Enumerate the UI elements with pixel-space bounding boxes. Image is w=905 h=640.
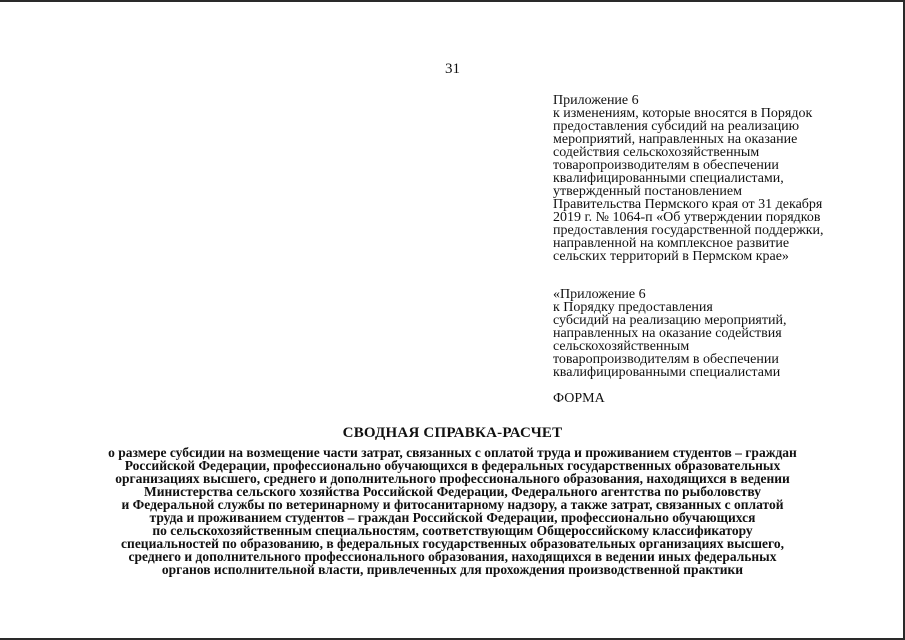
subtitle-line: о размере субсидии на возмещение части затрат, связанных с оплатой труда и проживанием студентов – граждан [108,445,797,460]
appendix-line: предоставления субсидий на реализацию [553,119,800,134]
appendix-line: утвержденный постановлением [553,184,742,199]
appendix-line: мероприятий, направленных на оказание [553,132,798,147]
appendix-line: Правительства Пермского края от 31 декабря [553,197,823,212]
appendix-line: сельских территорий в Пермском крае» [553,249,789,264]
appendix-line: Приложение 6 [553,93,639,108]
order-appendix-block [553,288,786,379]
subtitle-line: труда и проживанием студентов – граждан Российской Федерации, профессионально обучающихся [149,510,756,525]
subtitle-line: Российской Федерации, профессионально обучающихся в федеральных государственных образовательных [124,458,781,473]
subtitle-line: организациях высшего, среднего и дополнительного профессионального образования, находящихся в ведении [115,471,790,486]
subtitle-line: Министерства сельского хозяйства Российской Федерации, Федерального агентства по рыболовству [144,484,761,499]
document-title: СВОДНАЯ СПРАВКА-РАСЧЕТ [342,425,563,441]
appendix-line: предоставления государственной поддержки, [553,223,824,238]
page-edge-top [0,0,905,2]
form-label: ФОРМА [553,391,605,406]
subtitle-line: по сельскохозяйственным специальностям, соответствующим Общероссийскому классификатору [152,523,753,538]
subtitle-line: и Федеральной службы по ветеринарному и фитосанитарному надзору, а также затрат, связанных с оплатой [121,497,784,512]
order-appendix-line: товаропроизводителям в обеспечении [553,352,779,367]
document-subtitle [40,446,865,576]
appendix-block [553,94,824,263]
subtitle-line: органов исполнительной власти, привлеченных для прохождения производственной практики [161,562,744,577]
appendix-line: 2019 г. № 1064-п «Об утверждении порядков [553,210,821,225]
appendix-line: направленной на комплексное развитие [553,236,790,251]
appendix-line: товаропроизводителям в обеспечении [553,158,779,173]
order-appendix-line: к Порядку предоставления [553,300,713,315]
order-appendix-line: квалифицированными специалистами [553,365,781,380]
order-appendix-line: сельскохозяйственным [553,339,690,354]
appendix-line: квалифицированными специалистами, [553,171,784,186]
order-appendix-line: субсидий на реализацию мероприятий, [553,313,787,328]
order-appendix-line: «Приложение 6 [553,287,646,302]
appendix-line: содействия сельскохозяйственным [553,145,760,160]
subtitle-line: среднего и дополнительного профессионального образования, находящихся в ведении иных федеральных [128,549,777,564]
order-appendix-line: направленных на оказание содействия [553,326,782,341]
subtitle-line: специальностей по образованию, в федеральных государственных образовательных организациях высшего, [121,536,784,551]
appendix-line: к изменениям, которые вносятся в Порядок [553,106,813,121]
page-number: 31 [445,61,460,77]
